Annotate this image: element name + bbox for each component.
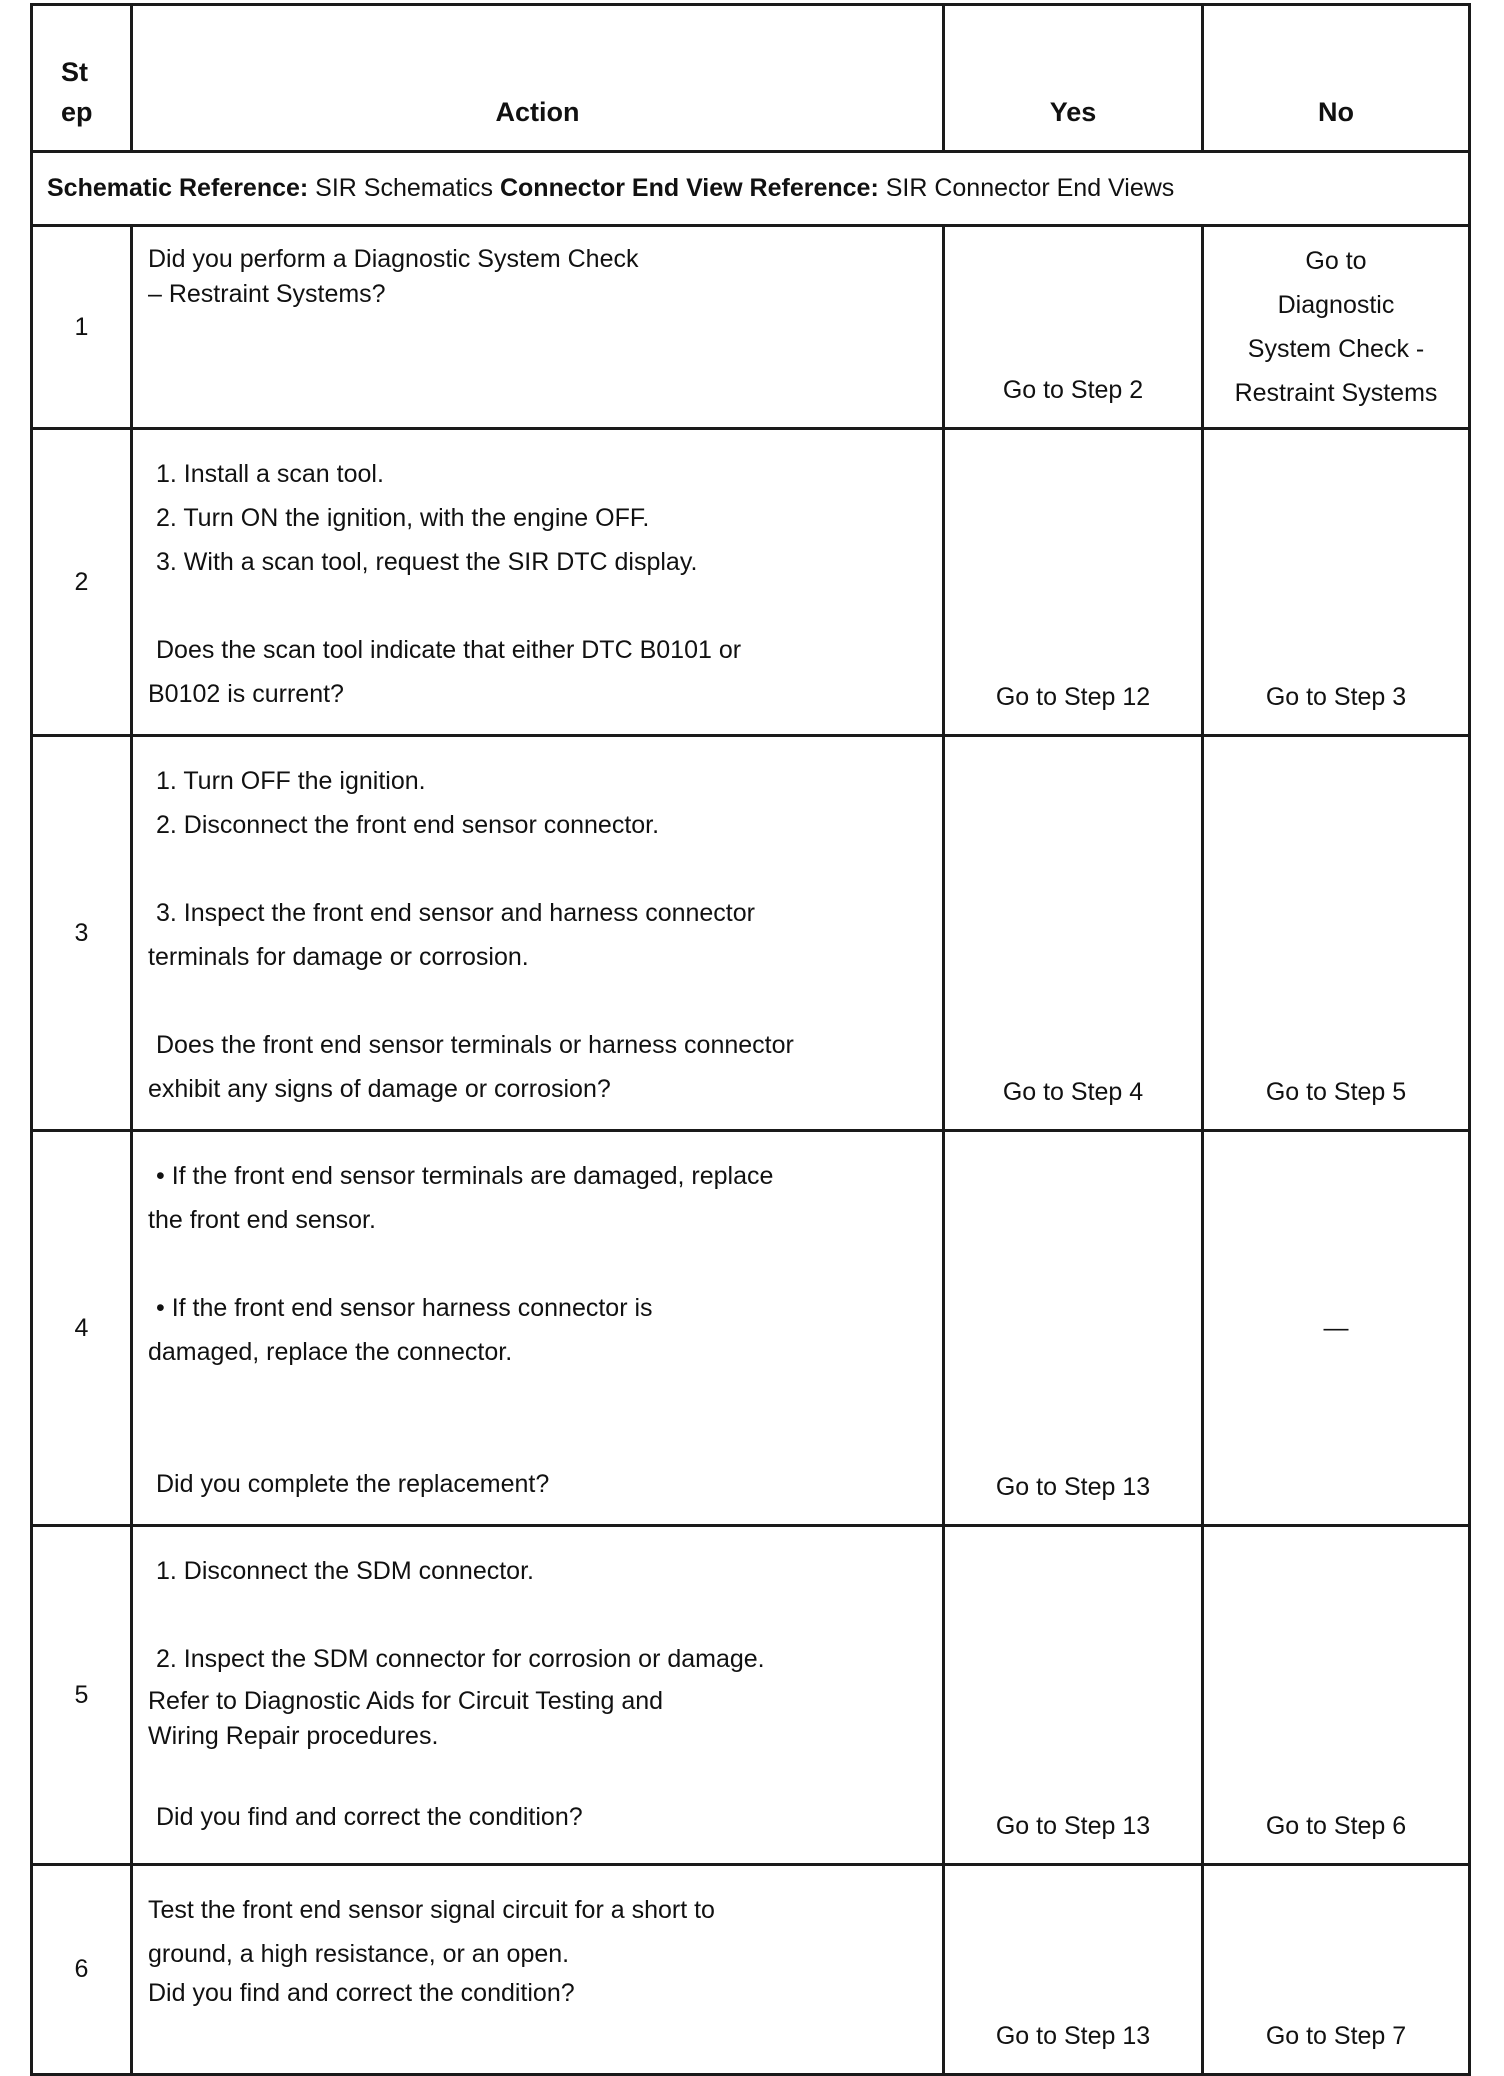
reference-cell xyxy=(32,152,1470,226)
step-number: 4 xyxy=(32,1131,132,1526)
diagnostic-table xyxy=(30,3,1471,2076)
no-dash: — xyxy=(1203,1131,1470,1526)
step-number: 6 xyxy=(32,1865,132,2075)
action-line: 1. Install a scan tool. xyxy=(156,460,384,488)
yes-link[interactable]: Go to Step 13 xyxy=(944,1526,1203,1865)
action-cell xyxy=(132,429,944,736)
action-line: Wiring Repair procedures. xyxy=(148,1722,439,1750)
question-line: Did you complete the replacement? xyxy=(156,1470,550,1498)
yes-link[interactable]: Go to Step 13 xyxy=(944,1131,1203,1526)
action-line: terminals for damage or corrosion. xyxy=(148,943,529,971)
action-cell xyxy=(132,226,944,429)
connector-reference-link[interactable]: SIR Connector End Views xyxy=(878,174,1175,202)
table-row xyxy=(32,429,1470,736)
step-number: 1 xyxy=(32,226,132,429)
table-row xyxy=(32,736,1470,1131)
no-link[interactable]: Go to Step 7 xyxy=(1203,1865,1470,2075)
question-line: Did you find and correct the condition? xyxy=(156,1803,583,1831)
question-line: Does the scan tool indicate that either DTC B0101 or xyxy=(156,636,742,664)
action-header: Action xyxy=(132,5,944,152)
action-line: • If the front end sensor terminals are damaged, replace xyxy=(156,1162,774,1190)
action-line: • If the front end sensor harness connector is xyxy=(156,1294,653,1322)
step-header-line-2: ep xyxy=(61,97,93,127)
action-line: 1. Disconnect the SDM connector. xyxy=(156,1557,534,1585)
action-line: 2. Disconnect the front end sensor connector. xyxy=(156,811,660,839)
yes-link[interactable]: Go to Step 2 xyxy=(944,226,1203,429)
step-header-line-1: St xyxy=(61,57,88,87)
question-line: B0102 is current? xyxy=(148,680,344,708)
no-link[interactable]: Go to Step 6 xyxy=(1203,1526,1470,1865)
action-line: Test the front end sensor signal circuit for a short to xyxy=(148,1896,715,1924)
question-line: Did you find and correct the condition? xyxy=(148,1979,575,2007)
no-link-line: System Check - xyxy=(1247,335,1425,363)
action-line: 3. With a scan tool, request the SIR DTC display. xyxy=(156,548,698,576)
action-cell xyxy=(132,1131,944,1526)
schematic-reference-link[interactable]: SIR Schematics xyxy=(308,174,500,202)
action-line: 2. Inspect the SDM connector for corrosion or damage. xyxy=(156,1645,765,1673)
connector-reference-label: Connector End View Reference: xyxy=(499,174,879,202)
action-line: 2. Turn ON the ignition, with the engine OFF. xyxy=(156,504,650,532)
action-line: – Restraint Systems? xyxy=(148,280,386,308)
action-line: 3. Inspect the front end sensor and harness connector xyxy=(156,899,755,927)
action-line: ground, a high resistance, or an open. xyxy=(148,1940,570,1968)
action-line: the front end sensor. xyxy=(148,1206,376,1234)
no-link[interactable]: Go to Step 5 xyxy=(1203,736,1470,1131)
action-line: 1. Turn OFF the ignition. xyxy=(156,767,426,795)
table-row xyxy=(32,1131,1470,1526)
step-header xyxy=(32,5,132,152)
question-line: exhibit any signs of damage or corrosion? xyxy=(148,1075,611,1103)
reference-row xyxy=(32,152,1470,226)
header-row xyxy=(32,5,1470,152)
action-line: Did you perform a Diagnostic System Check xyxy=(148,245,639,273)
no-link[interactable] xyxy=(1203,226,1470,429)
no-link-line: Diagnostic xyxy=(1277,291,1395,319)
question-line: Does the front end sensor terminals or harness connector xyxy=(156,1031,794,1059)
no-link[interactable]: Go to Step 3 xyxy=(1203,429,1470,736)
yes-header: Yes xyxy=(944,5,1203,152)
table-row xyxy=(32,1526,1470,1865)
no-link-line: Restraint Systems xyxy=(1234,379,1438,407)
action-cell xyxy=(132,736,944,1131)
yes-link[interactable]: Go to Step 4 xyxy=(944,736,1203,1131)
no-link-line: Go to xyxy=(1305,247,1367,275)
table-row xyxy=(32,1865,1470,2075)
action-cell xyxy=(132,1865,944,2075)
no-header: No xyxy=(1203,5,1470,152)
step-number: 5 xyxy=(32,1526,132,1865)
yes-link[interactable]: Go to Step 12 xyxy=(944,429,1203,736)
action-line: Refer to Diagnostic Aids for Circuit Testing and xyxy=(148,1687,664,1715)
action-line: damaged, replace the connector. xyxy=(148,1338,513,1366)
yes-link[interactable]: Go to Step 13 xyxy=(944,1865,1203,2075)
action-cell xyxy=(132,1526,944,1865)
step-number: 2 xyxy=(32,429,132,736)
step-number: 3 xyxy=(32,736,132,1131)
schematic-reference-label: Schematic Reference: xyxy=(47,174,309,202)
table-row xyxy=(32,226,1470,429)
